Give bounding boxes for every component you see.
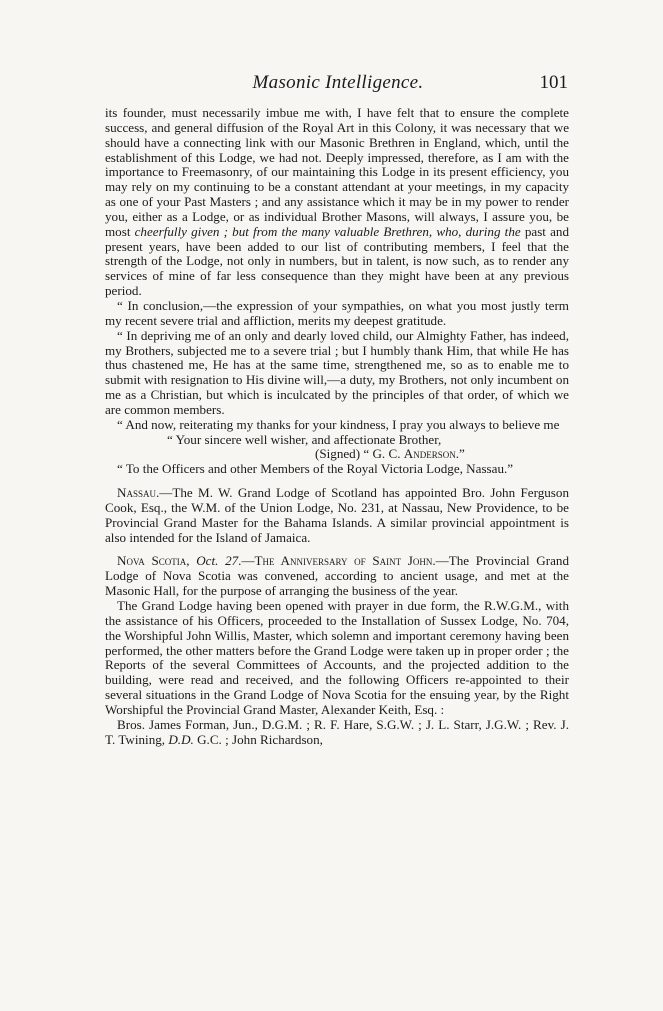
nassau-paragraph: Nassau.—The M. W. Grand Lodge of Scotland has appointed Bro. John Ferguson Cook, Esq., the W.M. of the Union Lodge, No. 231, at Nassau, New Providence, to be Provincial Grand Master for the Bahama Islands. A similar provincial appointment is also intended for the Island of Jamaica. xyxy=(105,485,569,545)
nova-scotia-paragraph-1: Nova Scotia, Oct. 27.—The Anniversary of Saint John.—The Provincial Grand Lodge of Nova Scotia was convened, according to ancient usage, and met at the Masonic Hall, for the purpose of arranging the business of the year. xyxy=(105,553,569,599)
nova-scotia-lead: Nova Scotia xyxy=(117,553,187,569)
nova-scotia-paragraph-2: The Grand Lodge having been opened with prayer in due form, the R.W.G.M., with the assistance of his Officers, proceeded to the Installation of Sussex Lodge, No. 704, the Worshipful John Willis, Master, which solemn and important ceremony having been performed, the other matters before the Grand Lodge were taken up in proper order ; the Reports of the several Committees of Accounts, and the projected addition to the building, were read and received, and the following Officers re-appointed to their several situations in the Grand Lodge of Nova Scotia for the ensuing year, by the Right Worshipful the Provincial Grand Master, Alexander Keith, Esq. : xyxy=(105,598,569,717)
nova-scotia-date: Oct. 27 xyxy=(196,553,239,569)
running-title: Masonic Intelligence. xyxy=(252,72,424,93)
nova-scotia-paragraph-3: Bros. James Forman, Jun., D.G.M. ; R. F. Hare, S.G.W. ; J. L. Starr, J.G.W. ; Rev. J. T. Twining, D.D. G.C. ; John Richardson, xyxy=(105,716,569,747)
letter-paragraph-3: “ In depriving me of an only and dearly loved child, our Almighty Father, has indeed, my Brothers, subjected me to a severe trial ; but I humbly thank Him, that while He has thus chastened me, He has at the same time, strengthened me, so as to enable me to submit with resignation to His divine will,—a duty, my Brothers, not only incumbent on me as a Christian, but which is inculcated by the principles of that order, of which we are common members. xyxy=(105,327,569,417)
page-number: 101 xyxy=(539,72,568,93)
article-body xyxy=(105,106,569,747)
letter-paragraph-1: its founder, must necessarily imbue me with, I have felt that to ensure the complete success, and general diffusion of the Royal Art in this Colony, it was necessary that we should have a connecting link with our Masonic Brethren in England, which, until the establishment of this Lodge, we had not. Deeply impressed, therefore, as I am with the importance to Freemasonry, of our maintaining this Lodge in its present efficiency, you may rely on my continuing to be a constant attendant at your meetings, in my capacity as one of your Past Masters ; and any assistance which it may be in my power to render you, either as a Lodge, or as individual Brother Masons, will always, I assure you, be most cheerfully given ; but from the many valuable Brethren, who, during the past and present years, have been added to our list of contributing members, I feel that the strength of the Lodge, not only in numbers, but in talent, is now such, as to render any services of mine of far less consequence than they might have been at any previous period. xyxy=(105,105,569,299)
letter-paragraph-2: “ In conclusion,—the expression of your sympathies, on what you most justly term my recent severe trial and affliction, merits my deepest gratitude. xyxy=(105,297,569,328)
italic-text: cheerfully given ; but from the many valuable Brethren, who, during the xyxy=(134,223,521,239)
letter-paragraph-4: “ And now, reiterating my thanks for your kindness, I pray you always to believe me xyxy=(117,416,560,432)
letter-signature: (Signed) “ G. C. Anderson.” xyxy=(315,446,465,462)
letter-addressee: “ To the Officers and other Members of the Royal Victoria Lodge, Nassau.” xyxy=(117,461,514,477)
nassau-lead: Nassau xyxy=(117,485,156,501)
signer-name: Anderson xyxy=(403,446,456,462)
letter-closing: “ Your sincere well wisher, and affectionate Brother, xyxy=(167,431,442,447)
nova-scotia-heading: The Anniversary of Saint John xyxy=(254,553,433,569)
page-header xyxy=(108,72,568,100)
